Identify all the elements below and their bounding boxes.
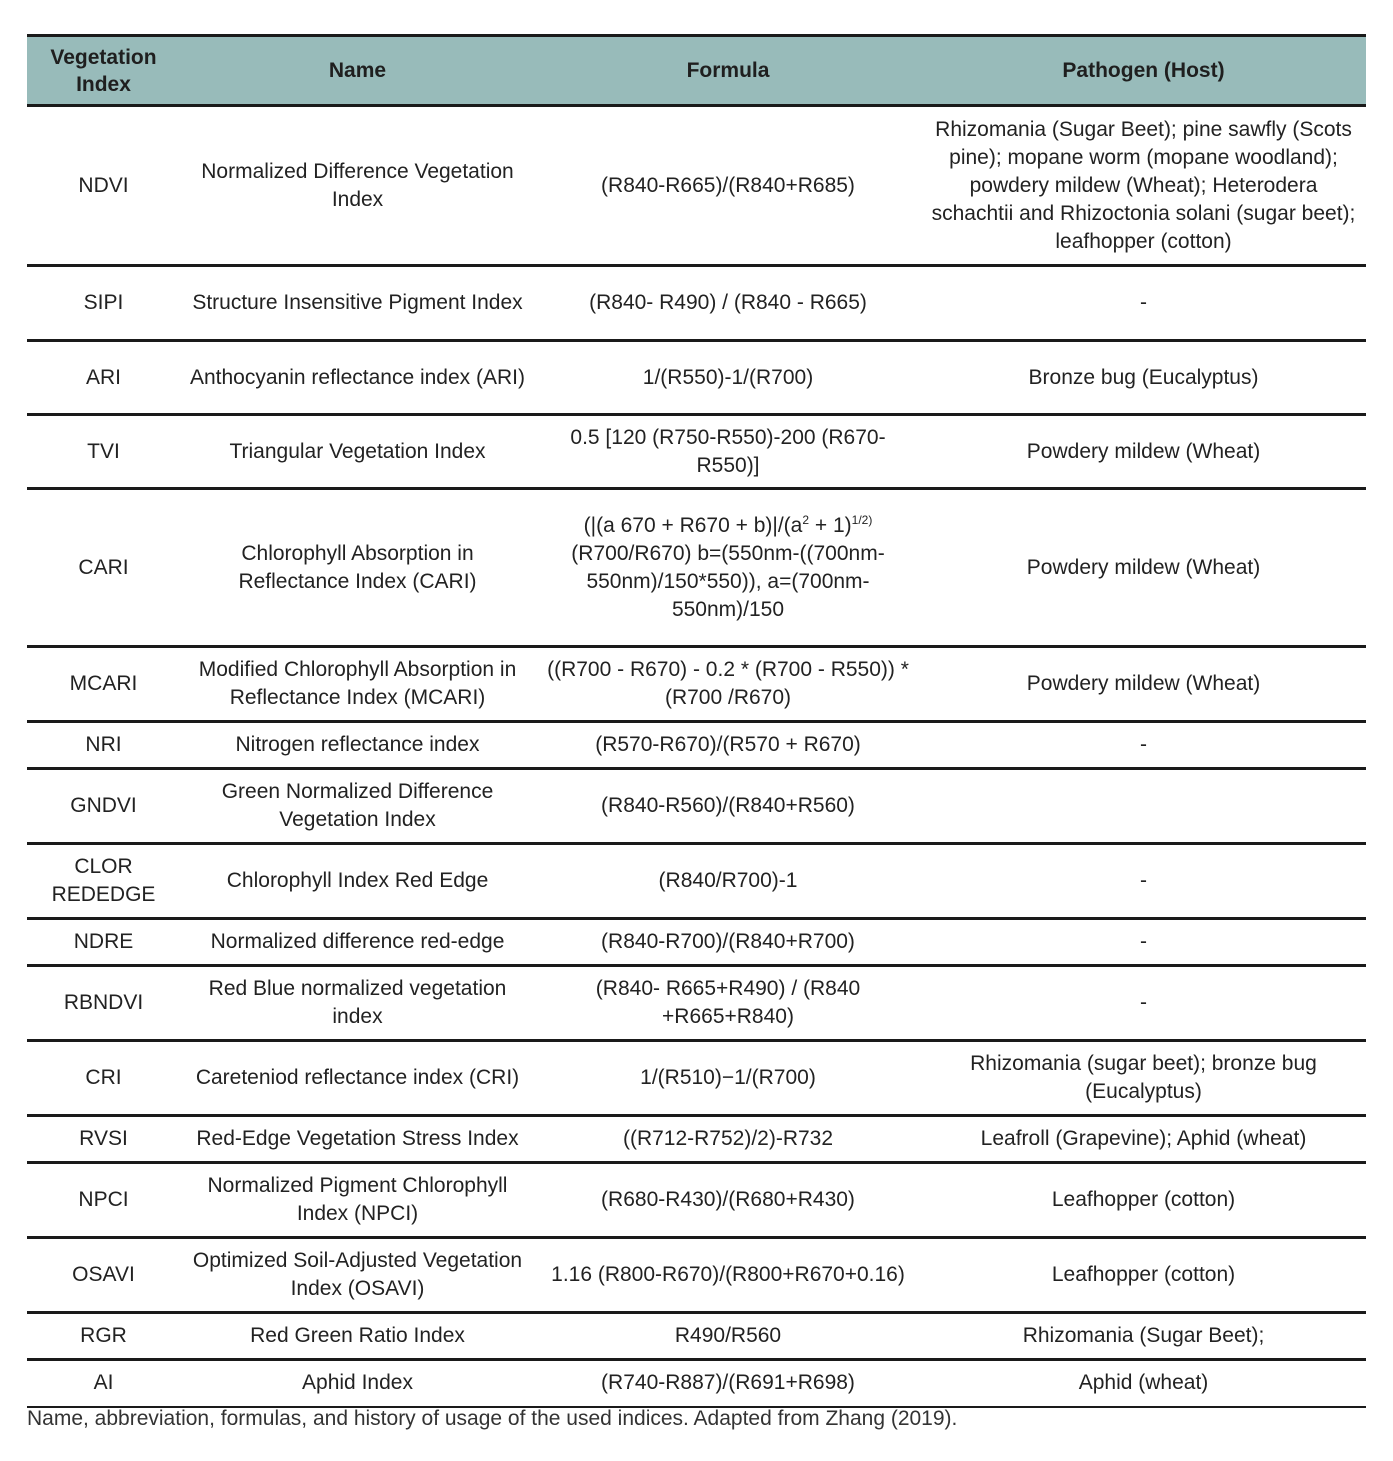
cell-index: NDRE [27, 919, 180, 966]
table-row [27, 106, 1366, 266]
cell-index: RVSI [27, 1116, 180, 1163]
cell-name: Normalized difference red-edge [180, 919, 535, 966]
header-pathogen-host: Pathogen (Host) [921, 36, 1366, 106]
cell-index: ARI [27, 341, 180, 415]
cell-name: Normalized Difference Vegetation Index [180, 106, 535, 266]
cell-index: RGR [27, 1313, 180, 1360]
cell-formula: (R840- R490) / (R840 - R665) [535, 266, 921, 341]
cell-pathogen: Rhizomania (Sugar Beet); pine sawfly (Scots pine); mopane worm (mopane woodland); powdery mildew (Wheat); Heterodera schachtii and Rhizoctonia solani (sugar beet); leafhopper (cotton) [921, 106, 1366, 266]
cell-name: Red Green Ratio Index [180, 1313, 535, 1360]
cell-formula: 1.16 (R800-R670)/(R800+R670+0.16) [535, 1238, 921, 1313]
cell-pathogen: - [921, 966, 1366, 1041]
cell-pathogen: Leafhopper (cotton) [921, 1163, 1366, 1238]
cell-name: Normalized Pigment Chlorophyll Index (NPCI) [180, 1163, 535, 1238]
header-vegetation-index: Vegetation Index [27, 36, 180, 106]
vegetation-index-table-container [27, 34, 1366, 1408]
table-row [27, 1313, 1366, 1360]
table-row [27, 1041, 1366, 1116]
cell-name: Modified Chlorophyll Absorption in Reflectance Index (MCARI) [180, 647, 535, 722]
cell-name: Structure Insensitive Pigment Index [180, 266, 535, 341]
header-formula: Formula [535, 36, 921, 106]
cari-formula-exponent-a: 2 [802, 512, 810, 527]
cell-name: Red-Edge Vegetation Stress Index [180, 1116, 535, 1163]
cell-pathogen [921, 769, 1366, 844]
table-row [27, 919, 1366, 966]
table-row [27, 1360, 1366, 1407]
cell-name: Red Blue normalized vegetation index [180, 966, 535, 1041]
cell-name: Optimized Soil-Adjusted Vegetation Index (OSAVI) [180, 1238, 535, 1313]
cari-formula-part2: + 1) [809, 513, 852, 537]
table-header [27, 36, 1366, 106]
cell-pathogen: Bronze bug (Eucalyptus) [921, 341, 1366, 415]
cell-index: OSAVI [27, 1238, 180, 1313]
cell-index: TVI [27, 415, 180, 489]
header-row [27, 36, 1366, 106]
table-row [27, 844, 1366, 919]
cell-formula: (R840- R665+R490) / (R840 +R665+R840) [535, 966, 921, 1041]
cell-pathogen: Rhizomania (sugar beet); bronze bug (Eucalyptus) [921, 1041, 1366, 1116]
table-body [27, 106, 1366, 1407]
table-row [27, 489, 1366, 647]
table-row [27, 722, 1366, 769]
cell-pathogen: - [921, 919, 1366, 966]
cell-index: RBNDVI [27, 966, 180, 1041]
cari-formula-exponent-b: 1/2) [851, 512, 873, 527]
cell-name: Nitrogen reflectance index [180, 722, 535, 769]
table-row [27, 1116, 1366, 1163]
cell-formula: (R570-R670)/(R570 + R670) [535, 722, 921, 769]
cell-name: Aphid Index [180, 1360, 535, 1407]
table-row [27, 966, 1366, 1041]
cell-pathogen: - [921, 722, 1366, 769]
cell-formula: 1/(R510)−1/(R700) [535, 1041, 921, 1116]
cell-index: AI [27, 1360, 180, 1407]
cell-name: Chlorophyll Index Red Edge [180, 844, 535, 919]
table-row [27, 1163, 1366, 1238]
cell-pathogen: Powdery mildew (Wheat) [921, 489, 1366, 647]
header-name: Name [180, 36, 535, 106]
table-row [27, 415, 1366, 489]
cell-name: Triangular Vegetation Index [180, 415, 535, 489]
cari-formula-part1: (|(a 670 + R670 + b)|/(a [583, 513, 803, 537]
cell-formula: (R840-R700)/(R840+R700) [535, 919, 921, 966]
cell-index: MCARI [27, 647, 180, 722]
cell-pathogen: Aphid (wheat) [921, 1360, 1366, 1407]
cell-pathogen: Leafroll (Grapevine); Aphid (wheat) [921, 1116, 1366, 1163]
table-row [27, 769, 1366, 844]
cell-pathogen: Rhizomania (Sugar Beet); [921, 1313, 1366, 1360]
cell-pathogen: Powdery mildew (Wheat) [921, 415, 1366, 489]
cell-formula: (R740-R887)/(R691+R698) [535, 1360, 921, 1407]
cell-formula: (R840-R665)/(R840+R685) [535, 106, 921, 266]
cell-name: Chlorophyll Absorption in Reflectance Index (CARI) [180, 489, 535, 647]
cell-formula: (R840-R560)/(R840+R560) [535, 769, 921, 844]
cell-formula-cari [535, 489, 921, 647]
cell-name: Green Normalized Difference Vegetation Index [180, 769, 535, 844]
table-caption: Name, abbreviation, formulas, and history of usage of the used indices. Adapted from Zhang (2019). [27, 1407, 958, 1430]
table-row [27, 647, 1366, 722]
cell-formula: (R680-R430)/(R680+R430) [535, 1163, 921, 1238]
cell-name: Anthocyanin reflectance index (ARI) [180, 341, 535, 415]
cell-index: GNDVI [27, 769, 180, 844]
cell-pathogen: Leafhopper (cotton) [921, 1238, 1366, 1313]
cell-formula: R490/R560 [535, 1313, 921, 1360]
cell-index: CRI [27, 1041, 180, 1116]
cell-name: Careteniod reflectance index (CRI) [180, 1041, 535, 1116]
cell-index: NPCI [27, 1163, 180, 1238]
cell-index: CARI [27, 489, 180, 647]
cell-index: SIPI [27, 266, 180, 341]
cell-formula: 1/(R550)-1/(R700) [535, 341, 921, 415]
cell-index: NRI [27, 722, 180, 769]
vegetation-index-table [27, 34, 1366, 1408]
cari-formula-part3: (R700/R670) b=(550nm-((700nm-550nm)/150*550)), a=(700nm-550nm)/150 [571, 541, 885, 621]
table-row [27, 266, 1366, 341]
cell-formula: ((R700 - R670) - 0.2 * (R700 - R550)) * (R700 /R670) [535, 647, 921, 722]
cell-formula: 0.5 [120 (R750-R550)-200 (R670-R550)] [535, 415, 921, 489]
cell-formula: ((R712-R752)/2)-R732 [535, 1116, 921, 1163]
cell-pathogen: - [921, 266, 1366, 341]
cell-formula: (R840/R700)-1 [535, 844, 921, 919]
table-row [27, 341, 1366, 415]
cell-index: NDVI [27, 106, 180, 266]
table-row [27, 1238, 1366, 1313]
cell-pathogen: Powdery mildew (Wheat) [921, 647, 1366, 722]
cell-index: CLOR REDEDGE [27, 844, 180, 919]
cell-pathogen: - [921, 844, 1366, 919]
